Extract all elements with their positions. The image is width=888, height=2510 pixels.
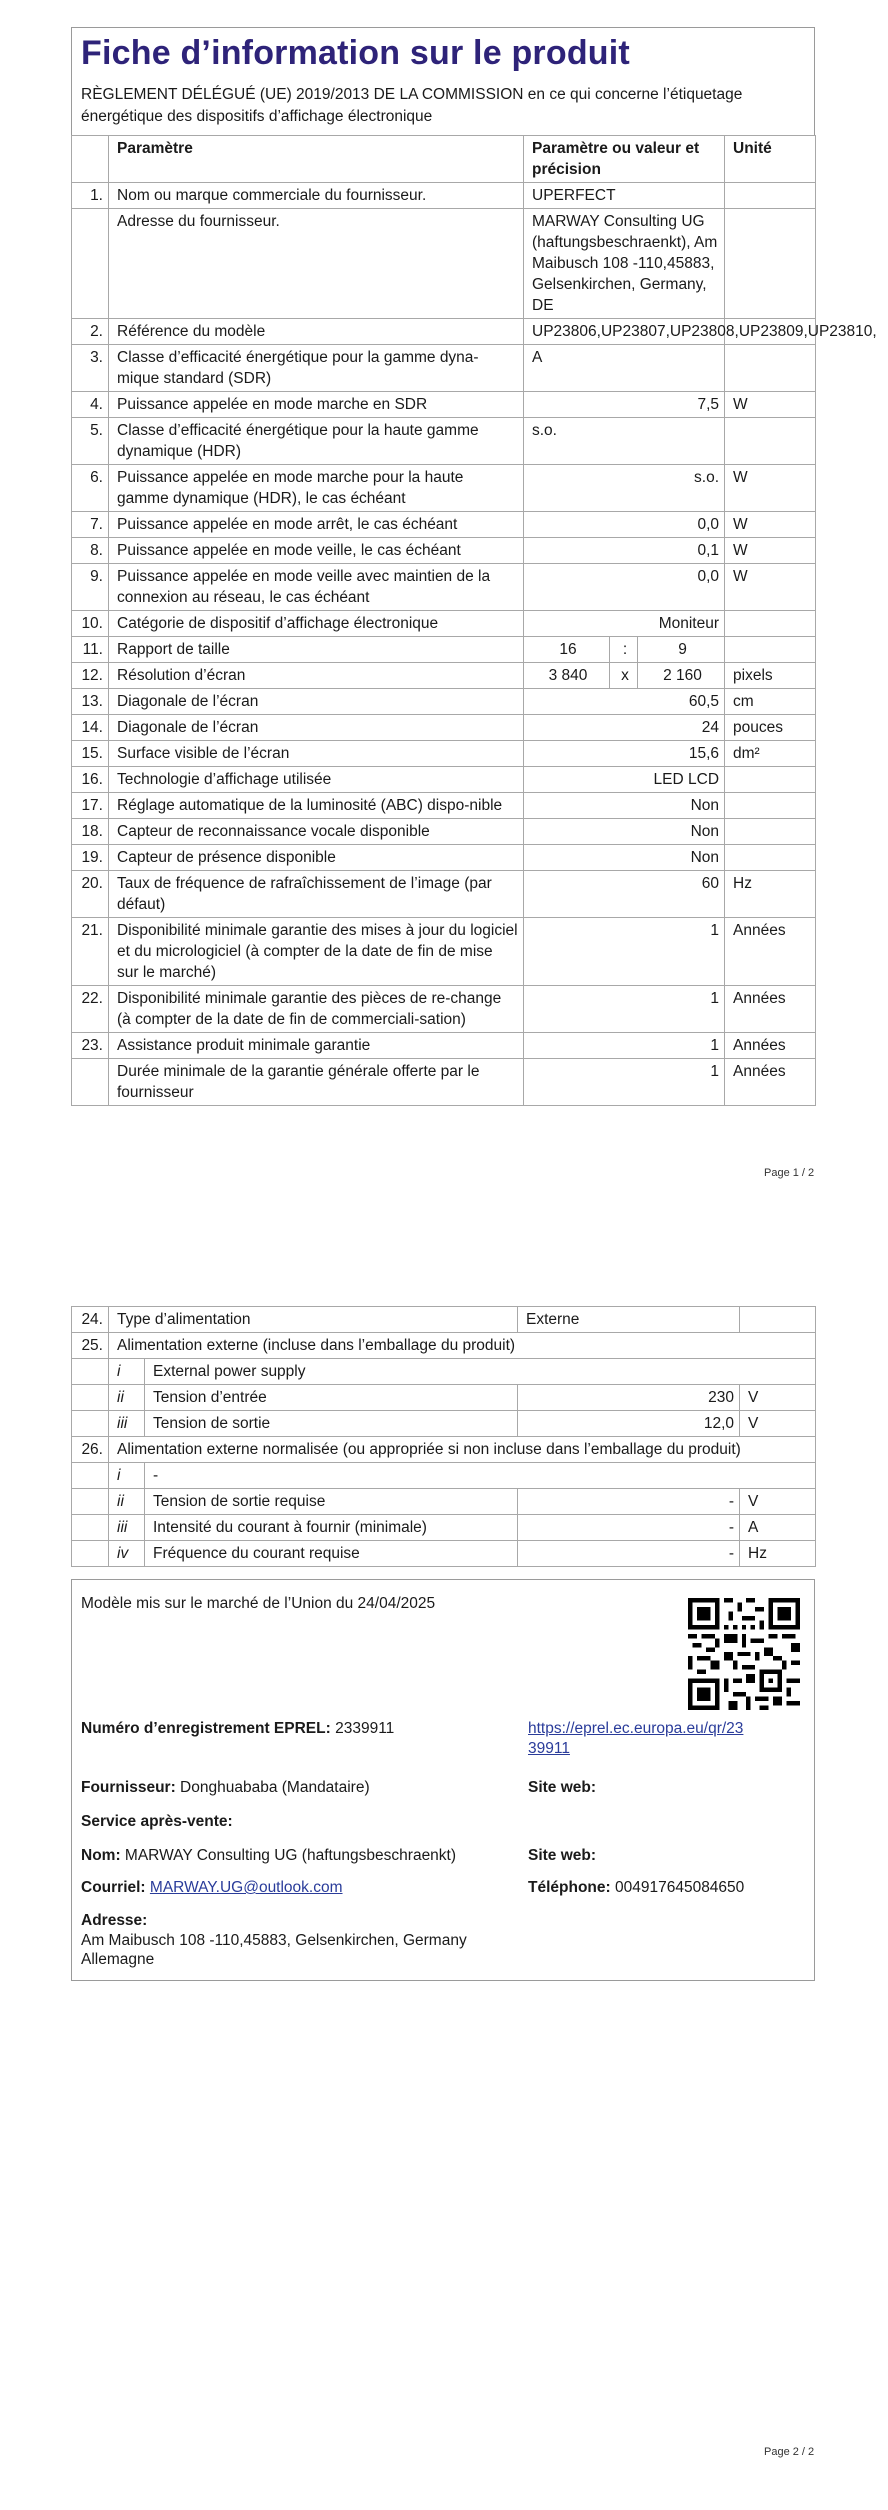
row-number: 22.	[72, 986, 109, 1033]
row-number: 3.	[72, 345, 109, 392]
subrow-index: i	[109, 1359, 145, 1385]
supplier-row	[81, 1778, 370, 1798]
regulation-text: RÈGLEMENT DÉLÉGUÉ (UE) 2019/2013 DE LA COMMISSION en ce qui concerne l’étiquetage énergétique des dispositifs d’affichage électronique	[81, 86, 743, 125]
subrow-index: ii	[109, 1385, 145, 1411]
row-unit	[725, 345, 816, 392]
row-label: Diagonale de l’écran	[109, 689, 524, 715]
service-website-label: Site web:	[528, 1847, 597, 1864]
subrow-index: ii	[109, 1489, 145, 1515]
row-unit: Années	[725, 986, 816, 1033]
row-value: 0,0	[524, 564, 725, 611]
row-label: Taux de fréquence de rafraîchissement de l’image (par défaut)	[109, 871, 524, 918]
row-number: 4.	[72, 392, 109, 418]
row-value-left: 3 840	[524, 663, 610, 689]
table-subrow	[72, 1359, 816, 1385]
row-value: A	[524, 345, 725, 392]
table-row	[72, 418, 816, 465]
power-supply-table	[71, 1306, 816, 1567]
row-value: 24	[524, 715, 725, 741]
row-value: Externe	[518, 1307, 740, 1333]
qr-code-icon[interactable]	[688, 1598, 800, 1710]
row-value-right: 2 160	[638, 663, 725, 689]
row-number: 11.	[72, 637, 109, 663]
row-label: Puissance appelée en mode veille, le cas échéant	[109, 538, 524, 564]
subrow-value: -	[518, 1515, 740, 1541]
row-label: Adresse du fournisseur.	[109, 209, 524, 319]
row-label: Surface visible de l’écran	[109, 741, 524, 767]
subrow-label: Fréquence du courant requise	[145, 1541, 518, 1567]
row-unit	[725, 418, 816, 465]
document-title: Fiche d’information sur le produit	[81, 34, 630, 72]
row-value: LED LCD	[524, 767, 725, 793]
row-label: Réglage automatique de la luminosité (ABC) dispo-nible	[109, 793, 524, 819]
table-row	[72, 637, 816, 663]
eprel-link-continued[interactable]: 39911	[528, 1740, 570, 1757]
row-label: Disponibilité minimale garantie des pièces de re-change (à compter de la date de fin de commerciali-sation)	[109, 986, 524, 1033]
row-label: Capteur de reconnaissance vocale disponible	[109, 819, 524, 845]
row-unit: Années	[725, 918, 816, 986]
row-label: Assistance produit minimale garantie	[109, 1033, 524, 1059]
subrow-label: Tension de sortie requise	[145, 1489, 518, 1515]
subrow-value: 12,0	[518, 1411, 740, 1437]
table-row	[72, 183, 816, 209]
eprel-link-line-2[interactable]	[528, 1739, 570, 1759]
header-unit: Unité	[725, 136, 816, 183]
row-value: s.o.	[524, 418, 725, 465]
row-value-separator: x	[610, 663, 638, 689]
table-row	[72, 793, 816, 819]
table-row	[72, 986, 816, 1033]
row-unit: pixels	[725, 663, 816, 689]
row-label: Capteur de présence disponible	[109, 845, 524, 871]
phone-value: 004917645084650	[614, 1879, 745, 1896]
row-value: Moniteur	[524, 611, 725, 637]
subrow-unit: V	[740, 1385, 816, 1411]
row-number: 6.	[72, 465, 109, 512]
table-header-row	[72, 136, 816, 183]
row-label: Puissance appelée en mode marche pour la haute gamme dynamique (HDR), le cas échéant	[109, 465, 524, 512]
row-value: 1	[524, 1059, 725, 1106]
email-link[interactable]: MARWAY.UG@outlook.com	[149, 1879, 343, 1896]
row-value: UPERFECT	[524, 183, 725, 209]
table-row	[72, 465, 816, 512]
table-row	[72, 564, 816, 611]
subrow-unit: V	[740, 1489, 816, 1515]
row-value-right: 9	[638, 637, 725, 663]
row-value: 1	[524, 986, 725, 1033]
row-number: 2.	[72, 319, 109, 345]
row-label: Diagonale de l’écran	[109, 715, 524, 741]
row-label: Alimentation externe (incluse dans l’emballage du produit)	[109, 1333, 816, 1359]
row-number: 18.	[72, 819, 109, 845]
row-unit	[725, 845, 816, 871]
row-unit	[725, 767, 816, 793]
row-label: Classe d’efficacité énergétique pour la gamme dyna-mique standard (SDR)	[109, 345, 524, 392]
eprel-link[interactable]: https://eprel.ec.europa.eu/qr/23	[528, 1720, 744, 1737]
table-row	[72, 392, 816, 418]
row-number: 15.	[72, 741, 109, 767]
table-row	[72, 345, 816, 392]
row-value: 1	[524, 1033, 725, 1059]
row-value: 0,0	[524, 512, 725, 538]
address-line-2: Allemagne	[81, 1951, 155, 1968]
eprel-value: 2339911	[335, 1720, 395, 1737]
row-number: 25.	[72, 1333, 109, 1359]
row-label: Résolution d’écran	[109, 663, 524, 689]
row-unit: W	[725, 564, 816, 611]
subrow-unit: Hz	[740, 1541, 816, 1567]
table-row	[72, 871, 816, 918]
name-value: MARWAY Consulting UG (haftungsbeschraenkt)	[124, 1847, 457, 1864]
row-value: 60	[524, 871, 725, 918]
phone-row	[528, 1878, 744, 1898]
supplier-label: Fournisseur:	[81, 1779, 176, 1796]
subrow-label: External power supply	[145, 1359, 816, 1385]
row-unit	[725, 637, 816, 663]
row-number	[72, 209, 109, 319]
supplier-info-box	[71, 1579, 815, 1981]
website-label: Site web:	[528, 1779, 597, 1796]
product-info-table	[71, 135, 877, 1106]
table-row	[72, 1033, 816, 1059]
row-label: Puissance appelée en mode veille avec maintien de la connexion au réseau, le cas échéant	[109, 564, 524, 611]
table-subrow	[72, 1463, 816, 1489]
row-label: Type d’alimentation	[109, 1307, 518, 1333]
row-number	[72, 1059, 109, 1106]
table-row	[72, 611, 816, 637]
row-value-separator: :	[610, 637, 638, 663]
subrow-label: Intensité du courant à fournir (minimale)	[145, 1515, 518, 1541]
row-unit	[725, 209, 816, 319]
table-row	[72, 689, 816, 715]
service-name-row	[81, 1846, 456, 1866]
row-unit: dm²	[725, 741, 816, 767]
row-value: s.o.	[524, 465, 725, 512]
row-number: 14.	[72, 715, 109, 741]
row-number: 16.	[72, 767, 109, 793]
supplier-value: Donghuababa (Mandataire)	[180, 1779, 370, 1796]
row-label: Catégorie de dispositif d’affichage électronique	[109, 611, 524, 637]
table-row	[72, 1437, 816, 1463]
row-number: 21.	[72, 918, 109, 986]
row-value: 7,5	[524, 392, 725, 418]
row-label: Technologie d’affichage utilisée	[109, 767, 524, 793]
address-line-1: Am Maibusch 108 -110,45883, Gelsenkirchen, Germany	[81, 1932, 467, 1949]
subrow-unit: V	[740, 1411, 816, 1437]
subrow-value: -	[518, 1489, 740, 1515]
table-subrow	[72, 1541, 816, 1567]
table-row	[72, 767, 816, 793]
row-number: 12.	[72, 663, 109, 689]
row-label: Puissance appelée en mode marche en SDR	[109, 392, 524, 418]
header-param: Paramètre	[109, 136, 524, 183]
row-unit: Années	[725, 1033, 816, 1059]
subrow-value: -	[518, 1541, 740, 1567]
row-label: Référence du modèle	[109, 319, 524, 345]
row-unit: Années	[725, 1059, 816, 1106]
row-label: Puissance appelée en mode arrêt, le cas échéant	[109, 512, 524, 538]
page-1	[0, 0, 888, 1230]
subrow-label: -	[145, 1463, 816, 1489]
row-unit	[725, 611, 816, 637]
row-value: MARWAY Consulting UG (haftungsbeschraenkt), Am Maibusch 108 -110,45883, Gelsenkirchen, Germany, DE	[524, 209, 725, 319]
table-subrow	[72, 1489, 816, 1515]
eprel-row	[81, 1719, 394, 1739]
subrow-index: i	[109, 1463, 145, 1489]
table-row	[72, 319, 816, 345]
row-label: Nom ou marque commerciale du fournisseur.	[109, 183, 524, 209]
row-unit: W	[725, 512, 816, 538]
table-row	[72, 1059, 816, 1106]
row-number: 19.	[72, 845, 109, 871]
row-value: UP23806,UP23807,UP23808,UP23809,UP23810,	[524, 319, 725, 345]
row-value-left: 16	[524, 637, 610, 663]
eprel-link-line-1[interactable]	[528, 1719, 743, 1739]
table-row	[72, 512, 816, 538]
row-value: Non	[524, 793, 725, 819]
row-unit: pouces	[725, 715, 816, 741]
row-value: 0,1	[524, 538, 725, 564]
email-row	[81, 1878, 343, 1898]
header-value: Paramètre ou valeur et précision	[524, 136, 725, 183]
row-unit: W	[725, 392, 816, 418]
row-label: Alimentation externe normalisée (ou appropriée si non incluse dans l’emballage du produit)	[109, 1437, 816, 1463]
table-row	[72, 741, 816, 767]
row-value: Non	[524, 845, 725, 871]
row-value: 15,6	[524, 741, 725, 767]
table-row	[72, 663, 816, 689]
table-subrow	[72, 1515, 816, 1541]
table-subrow	[72, 1385, 816, 1411]
table-row	[72, 918, 816, 986]
row-unit: W	[725, 465, 816, 512]
row-number: 17.	[72, 793, 109, 819]
subrow-unit: A	[740, 1515, 816, 1541]
row-label: Rapport de taille	[109, 637, 524, 663]
row-unit	[725, 819, 816, 845]
row-value: Non	[524, 819, 725, 845]
table-row	[72, 209, 816, 319]
row-number: 7.	[72, 512, 109, 538]
row-number: 13.	[72, 689, 109, 715]
row-number: 26.	[72, 1437, 109, 1463]
market-date: Modèle mis sur le marché de l’Union du 24/04/2025	[81, 1595, 436, 1612]
table-row	[72, 845, 816, 871]
row-number: 10.	[72, 611, 109, 637]
row-value: 1	[524, 918, 725, 986]
name-label: Nom:	[81, 1847, 121, 1864]
row-number: 5.	[72, 418, 109, 465]
row-label: Disponibilité minimale garantie des mises à jour du logiciel et du micrologiciel (à compter de la date de fin de mise sur le marché)	[109, 918, 524, 986]
table-row	[72, 1333, 816, 1359]
table-row	[72, 538, 816, 564]
row-value: 60,5	[524, 689, 725, 715]
page-number: Page 1 / 2	[764, 1167, 815, 1179]
row-number: 9.	[72, 564, 109, 611]
row-unit: W	[725, 538, 816, 564]
row-unit: Hz	[725, 871, 816, 918]
table-row	[72, 819, 816, 845]
phone-label: Téléphone:	[528, 1879, 611, 1896]
email-label: Courriel:	[81, 1879, 146, 1896]
subrow-label: Tension de sortie	[145, 1411, 518, 1437]
service-label: Service après-vente:	[81, 1813, 233, 1830]
page-number: Page 2 / 2	[764, 2446, 815, 2458]
eprel-label: Numéro d’enregistrement EPREL:	[81, 1720, 331, 1737]
row-number: 1.	[72, 183, 109, 209]
subrow-index: iii	[109, 1411, 145, 1437]
row-number: 24.	[72, 1307, 109, 1333]
row-label: Durée minimale de la garantie générale offerte par le fournisseur	[109, 1059, 524, 1106]
subrow-label: Tension d’entrée	[145, 1385, 518, 1411]
row-number: 23.	[72, 1033, 109, 1059]
row-label: Classe d’efficacité énergétique pour la haute gamme dynamique (HDR)	[109, 418, 524, 465]
subrow-index: iv	[109, 1541, 145, 1567]
row-unit	[725, 793, 816, 819]
address-label: Adresse:	[81, 1912, 148, 1929]
row-number: 20.	[72, 871, 109, 918]
subrow-index: iii	[109, 1515, 145, 1541]
table-row	[72, 1307, 816, 1333]
row-unit	[725, 183, 816, 209]
table-row	[72, 715, 816, 741]
row-unit: cm	[725, 689, 816, 715]
subrow-value: 230	[518, 1385, 740, 1411]
document-header	[71, 27, 815, 135]
table-subrow	[72, 1411, 816, 1437]
row-number: 8.	[72, 538, 109, 564]
